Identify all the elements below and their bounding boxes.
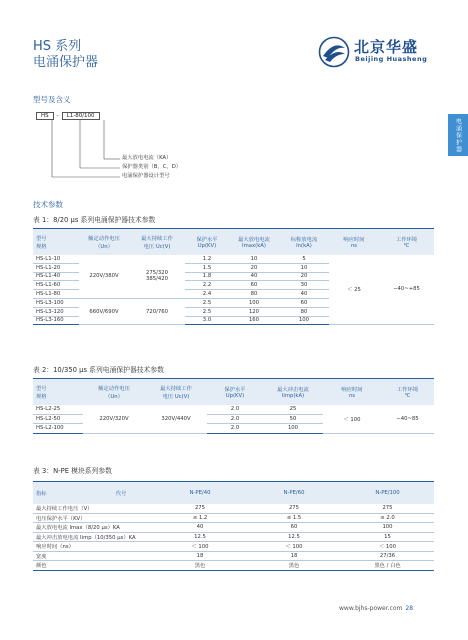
table2-up-cell: 2.0: [207, 405, 263, 415]
table1-up-cell: 1.2: [185, 255, 229, 264]
table3-value-cell: 黑色: [153, 561, 247, 571]
logo-text-en: Beijing Huasheng: [355, 55, 428, 63]
table3-value-cell: 黑色: [247, 561, 341, 571]
table1-imax-cell: 40: [229, 272, 279, 281]
table1-response-cell: ＜ 25: [329, 255, 379, 325]
tech-section-heading: 技术参数: [33, 200, 63, 209]
table1-in-cell: 20: [279, 272, 329, 281]
table1-in-cell: 80: [279, 307, 329, 316]
table1-up-cell: 1.5: [185, 263, 229, 272]
table1-up-cell: 2.5: [185, 307, 229, 316]
model-label-category: 保护器类别（B，C，D）: [122, 164, 182, 170]
table1-header-row: [33, 229, 434, 255]
table3-header-col: N-PE/40: [153, 482, 247, 504]
table1-in-cell: 60: [279, 298, 329, 307]
table1-header-cell: 额定动作电压 （Un）: [79, 229, 129, 255]
table1-header-cell: 响应时间 ns: [329, 229, 379, 255]
table2-header-cell: 保护水平 Up(KV): [207, 379, 263, 405]
model-code-dash: -: [56, 113, 59, 119]
table1-in-cell: 40: [279, 290, 329, 299]
table3-param-cell: 最大持续工作电压（V）: [33, 504, 153, 514]
table1-un-cell: 660V/690V: [79, 298, 129, 324]
table2-header-cell: 工作环境 ℃: [381, 379, 434, 405]
table1-model-cell: HS-L3-160: [33, 316, 79, 325]
table2-header-cell: 响应时间 ns: [323, 379, 381, 405]
table-row: [33, 542, 434, 552]
table1-model-cell: HS-L1-40: [33, 272, 79, 281]
table1-model-cell: HS-L1-10: [33, 255, 79, 264]
table1-imax-cell: 60: [229, 281, 279, 290]
table3-value-cell: 275: [341, 504, 434, 514]
table2-model-cell: HS-L2-50: [33, 414, 83, 424]
table1-in-cell: 10: [279, 263, 329, 272]
table1-in-cell: 100: [279, 316, 329, 325]
table2-header-cell: 最大冲击电流 Iimp(kA): [263, 379, 323, 405]
table3-value-cell: ＜ 100: [341, 542, 434, 552]
model-label-max-discharge: 最大放电电流（KA）: [122, 155, 172, 161]
table2: [33, 378, 434, 434]
model-code-prefix: HS: [36, 112, 54, 120]
table-row: [33, 561, 434, 571]
table1-header-cell: 最大放电电流 Imax(kA): [229, 229, 279, 255]
table3-header-row: [33, 482, 434, 504]
table1-up-cell: 2.4: [185, 290, 229, 299]
table1-header-cell: 型号 规格: [33, 229, 79, 255]
table1-up-cell: 2.2: [185, 281, 229, 290]
table3-value-cell: ＜ 100: [247, 542, 341, 552]
table2-header-cell: 型号 规格: [33, 379, 83, 405]
table3-param-cell: 响应时间（ns）: [33, 542, 153, 552]
table3-param-cell: 宽度: [33, 551, 153, 561]
table1-in-cell: 30: [279, 281, 329, 290]
table3-value-cell: ≤ 1.5: [247, 513, 341, 523]
table-row: [33, 255, 434, 264]
table3-value-cell: 100: [341, 523, 434, 533]
model-section-heading: 型号及含义: [33, 95, 71, 104]
table3-param-cell: 颜色: [33, 561, 153, 571]
table3-value-cell: 27/36: [341, 551, 434, 561]
table1-imax-cell: 10: [229, 255, 279, 264]
table3-header-label: 指标: [33, 482, 89, 504]
logo-text-cn: 北京华盛: [354, 38, 419, 56]
table3-value-cell: ≤ 2.0: [341, 513, 434, 523]
table1-model-cell: HS-L1-80: [33, 290, 79, 299]
table3-value-cell: 60: [247, 523, 341, 533]
footer-url[interactable]: www.bjhs-power.com: [339, 605, 403, 612]
table-row: [33, 513, 434, 523]
table3-value-cell: 18: [247, 551, 341, 561]
table3: [33, 481, 434, 571]
table3-value-cell: 275: [153, 504, 247, 514]
table-row: [33, 532, 434, 542]
table2-un-cell: 220V/320V: [83, 405, 145, 434]
table2-header-cell: 额定动作电压 （Un）: [83, 379, 145, 405]
table3-value-cell: 275: [247, 504, 341, 514]
table1-imax-cell: 160: [229, 316, 279, 325]
table2-model-cell: HS-L2-100: [33, 424, 83, 434]
model-code-suffix: L1-80/100: [62, 112, 100, 120]
side-category-tab[interactable]: 电涌保护器: [448, 114, 468, 156]
table2-header-cell: 最大持续工作 电压 Uc(V): [145, 379, 207, 405]
table1-header-cell: 工作环境 ℃: [379, 229, 434, 255]
table1-uc-cell: 720/760: [129, 298, 185, 324]
table2-uc-cell: 320V/440V: [145, 405, 207, 434]
table2-iimp-cell: 100: [263, 424, 323, 434]
table2-response-cell: ＜ 100: [323, 405, 381, 434]
table1-caption: 表 1：8/20 μs 系列电涌保护器技术参数: [33, 216, 156, 224]
table2-header-row: [33, 379, 434, 405]
table-row: [33, 405, 434, 415]
table2-iimp-cell: 50: [263, 414, 323, 424]
table1-model-cell: HS-L1-60: [33, 281, 79, 290]
page-title-product: 电涌保护器: [33, 55, 99, 70]
page-number: 28: [405, 605, 414, 612]
table1-header-cell: 最大持续工作 电压 Uc(V): [129, 229, 185, 255]
table3-value-cell: ＜ 100: [153, 542, 247, 552]
table2-caption: 表 2：10/350 μs 系列电涌保护器技术参数: [33, 366, 164, 374]
table1-up-cell: 1.8: [185, 272, 229, 281]
table1-header-cell: 标称放电流 In(kA): [279, 229, 329, 255]
table3-value-cell: 12.5: [247, 532, 341, 542]
table-row: [33, 523, 434, 533]
table2-up-cell: 2.0: [207, 424, 263, 434]
table1-imax-cell: 100: [229, 298, 279, 307]
table2-iimp-cell: 25: [263, 405, 323, 415]
table3-header-code: 代号: [89, 482, 153, 504]
table1-imax-cell: 80: [229, 290, 279, 299]
page-footer: [339, 605, 413, 612]
table3-value-cell: 12.5: [153, 532, 247, 542]
table2-env-cell: −40~85: [381, 405, 434, 434]
model-code-diagram: [0, 0, 468, 200]
table3-value-cell: 15: [341, 532, 434, 542]
table3-value-cell: ≤ 1.2: [153, 513, 247, 523]
table1-header-cell: 保护水平 Up(KV): [185, 229, 229, 255]
table3-value-cell: 18: [153, 551, 247, 561]
table1-up-cell: 3.0: [185, 316, 229, 325]
table3-param-cell: 电压保护水平（KV）: [33, 513, 153, 523]
table1-in-cell: 5: [279, 255, 329, 264]
page-title-series: HS 系列: [33, 39, 82, 54]
table3-value-cell: 40: [153, 523, 247, 533]
table1-model-cell: HS-L3-120: [33, 307, 79, 316]
table1-model-cell: HS-L1-20: [33, 263, 79, 272]
table1-un-cell: 220V/380V: [79, 255, 129, 299]
table1: [33, 228, 434, 325]
table2-up-cell: 2.0: [207, 414, 263, 424]
table1-model-cell: HS-L3-100: [33, 298, 79, 307]
table3-value-cell: 黑色 / 白色: [341, 561, 434, 571]
table3-caption: 表 3：N-PE 模块系列参数: [33, 467, 112, 475]
table-row: [33, 551, 434, 561]
table1-env-cell: −40~+85: [379, 255, 434, 325]
table1-imax-cell: 120: [229, 307, 279, 316]
table3-header-col: N-PE/60: [247, 482, 341, 504]
table-row: [33, 504, 434, 514]
table1-imax-cell: 20: [229, 263, 279, 272]
table3-param-cell: 最大冲击放电电流 Iimp（10/350 μs）KA: [33, 532, 153, 542]
table2-model-cell: HS-L2-25: [33, 405, 83, 415]
table3-param-cell: 最大放电电流 Imax（8/20 μs）KA: [33, 523, 153, 533]
table3-header-col: N-PE/100: [341, 482, 434, 504]
table1-up-cell: 2.5: [185, 298, 229, 307]
table1-uc-cell: 275/320 385/420: [129, 255, 185, 299]
model-label-design-model: 电涌保护器设计型号: [122, 173, 170, 179]
